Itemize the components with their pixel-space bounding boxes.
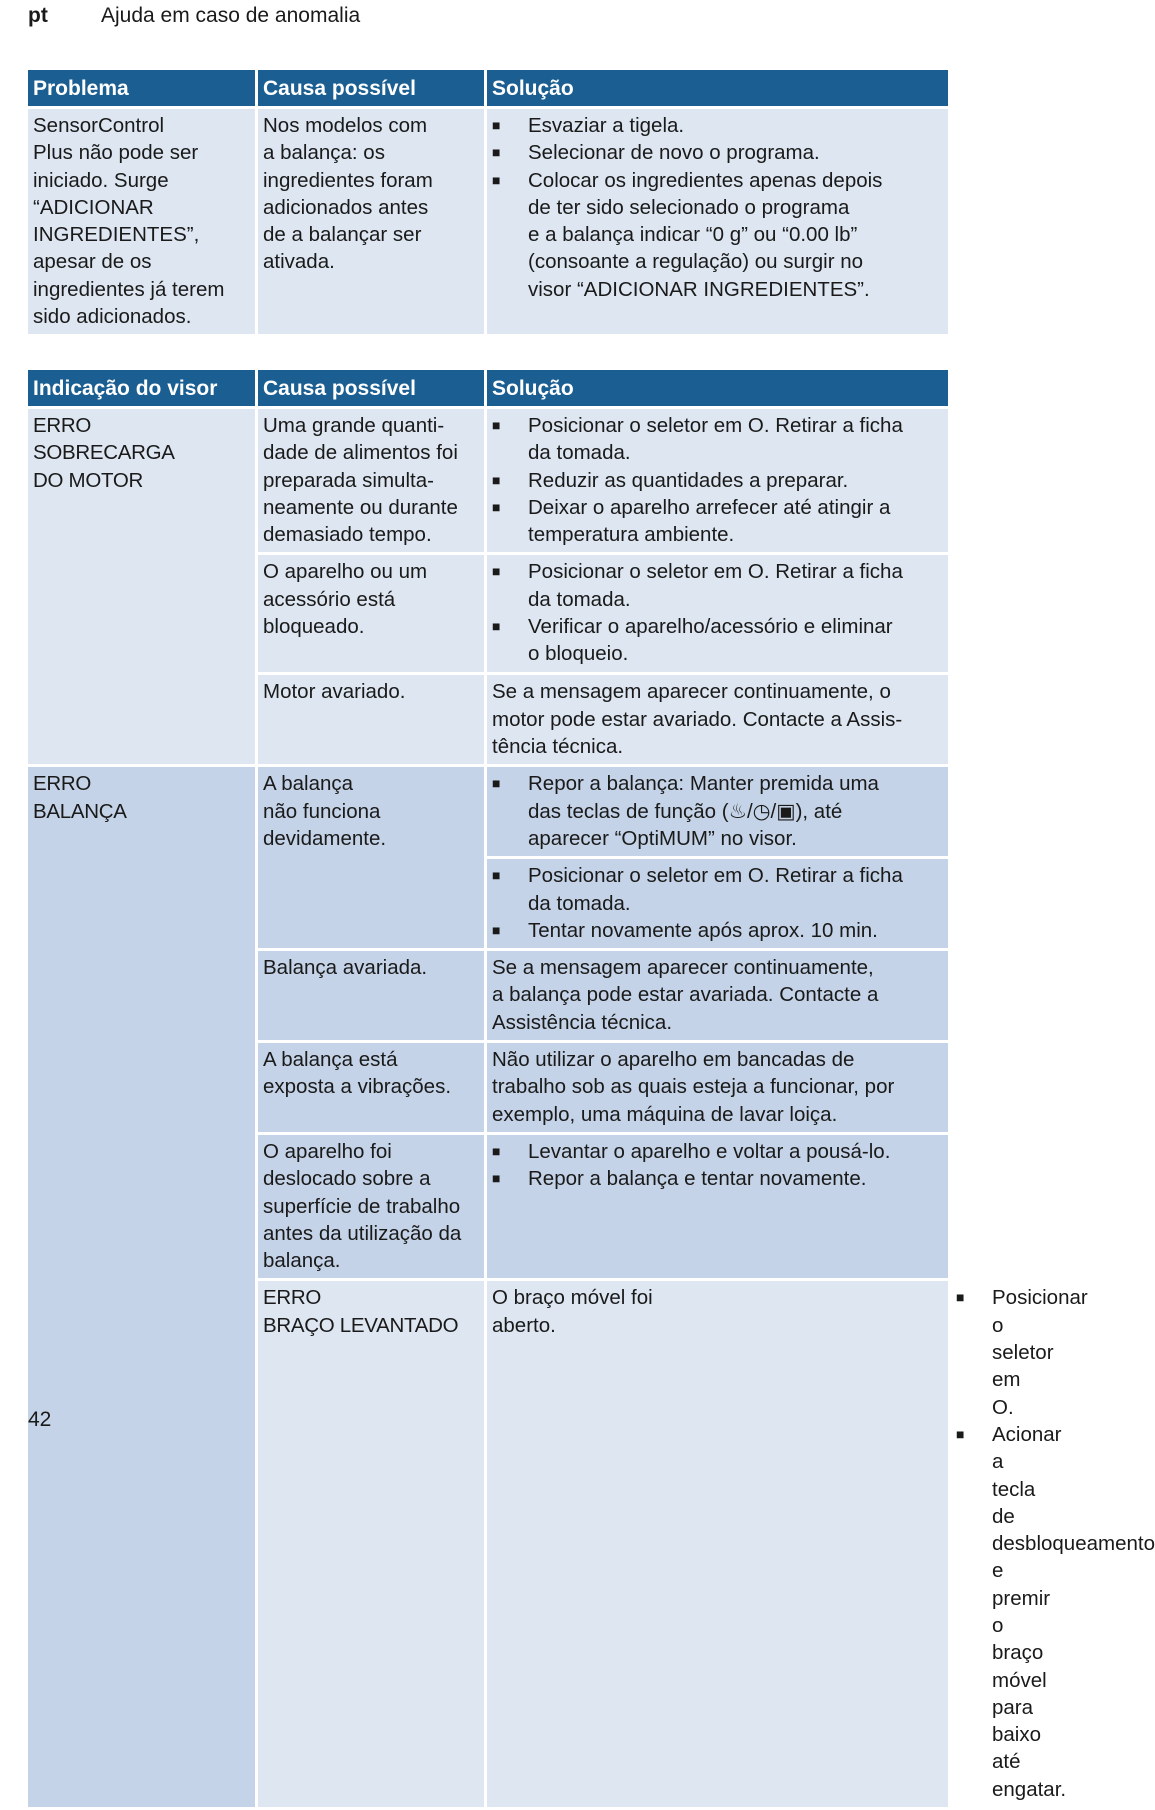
solution-item: ■ Posicionar o seletor em O. Retirar a ficha da tomada. [492, 412, 943, 467]
display-cell: ERRO BALANÇA [28, 767, 255, 1807]
section-title: Ajuda em caso de anomalia [101, 4, 361, 27]
header-solution: Solução [487, 370, 948, 406]
solution-cell: Se a mensagem aparecer continuamente, o motor pode estar avariado. Contacte a Assis- tência técnica. [487, 675, 948, 764]
header-cause: Causa possível [258, 370, 484, 406]
solution-item: ■ Repor a balança e tentar novamente. [492, 1165, 943, 1192]
solution-item: ■ Colocar os ingredientes apenas depois de ter sido selecionado o programa e a balança indicar “0 g” ou “0.00 lb” (consoante a regulação) ou surgir no visor “ADICIONAR INGREDIENTES”. [492, 167, 943, 303]
cause-cell: A balança não funciona devidamente. [258, 767, 484, 948]
display-table [25, 367, 1155, 1810]
solution-cell [487, 409, 948, 552]
table-row [28, 109, 948, 334]
language-code: pt [28, 4, 48, 27]
table-row [28, 409, 951, 552]
solution-item: ■ Posicionar o seletor em O. Retirar a ficha da tomada. [492, 558, 943, 613]
cause-cell: Uma grande quanti- dade de alimentos foi preparada simulta- neamente ou durante demasiado tempo. [258, 409, 484, 552]
solution-item: ■ Tentar novamente após aprox. 10 min. [492, 917, 943, 944]
solution-cell [487, 1135, 948, 1278]
display-cell: ERRO BRAÇO LEVANTADO [258, 1281, 484, 1807]
page-number: 42 [28, 1408, 52, 1431]
problem-cell: SensorControl Plus não pode ser iniciado. Surge “ADICIONAR INGREDIENTES”, apesar de os ingredientes já terem sido adicionados. [28, 109, 255, 334]
page-header [28, 4, 361, 28]
table-row [28, 767, 951, 856]
solution-item: ■ Posicionar o seletor em O. [956, 1284, 992, 1420]
solution-item: ■ Deixar o aparelho arrefecer até atingir a temperatura ambiente. [492, 494, 943, 549]
solution-cell: Não utilizar o aparelho em bancadas de trabalho sob as quais esteja a funcionar, por exemplo, uma máquina de lavar loiça. [487, 1043, 948, 1132]
solution-item: ■ Posicionar o seletor em O. Retirar a ficha da tomada. [492, 862, 943, 917]
cause-cell: O braço móvel foi aberto. [487, 1281, 948, 1807]
cause-cell: A balança está exposta a vibrações. [258, 1043, 484, 1132]
solution-item: ■ Reduzir as quantidades a preparar. [492, 467, 943, 494]
solution-cell [487, 555, 948, 672]
header-solution: Solução [487, 70, 948, 106]
solution-item: ■ Selecionar de novo o programa. [492, 139, 943, 166]
display-cell: ERRO SOBRECARGA DO MOTOR [28, 409, 255, 764]
solution-cell [487, 859, 948, 948]
header-display: Indicação do visor [28, 370, 255, 406]
cause-cell: O aparelho foi deslocado sobre a superfície de trabalho antes da utilização da balança. [258, 1135, 484, 1278]
solution-item: ■ Acionar a tecla de desbloqueamento e premir o braço móvel para baixo até engatar. [956, 1421, 992, 1803]
solution-item: ■ Levantar o aparelho e voltar a pousá-lo. [492, 1138, 943, 1165]
header-cause: Causa possível [258, 70, 484, 106]
cause-cell: O aparelho ou um acessório está bloqueado. [258, 555, 484, 672]
cause-cell: Balança avariada. [258, 951, 484, 1040]
problem-table [25, 67, 951, 337]
solution-item: ■ Verificar o aparelho/acessório e eliminar o bloqueio. [492, 613, 943, 668]
solution-cell: Se a mensagem aparecer continuamente, a balança pode estar avariada. Contacte a Assistência técnica. [487, 951, 948, 1040]
cause-cell: Motor avariado. [258, 675, 484, 764]
solution-item: ■ Esvaziar a tigela. [492, 112, 943, 139]
header-problem: Problema [28, 70, 255, 106]
solution-item: ■ Repor a balança: Manter premida uma das teclas de função (♨/◷/▣), até aparecer “OptiMUM” no visor. [492, 770, 943, 852]
solution-cell [487, 109, 948, 334]
solution-cell [487, 767, 948, 856]
cause-cell: Nos modelos com a balança: os ingredientes foram adicionados antes de a balançar ser ativada. [258, 109, 484, 334]
